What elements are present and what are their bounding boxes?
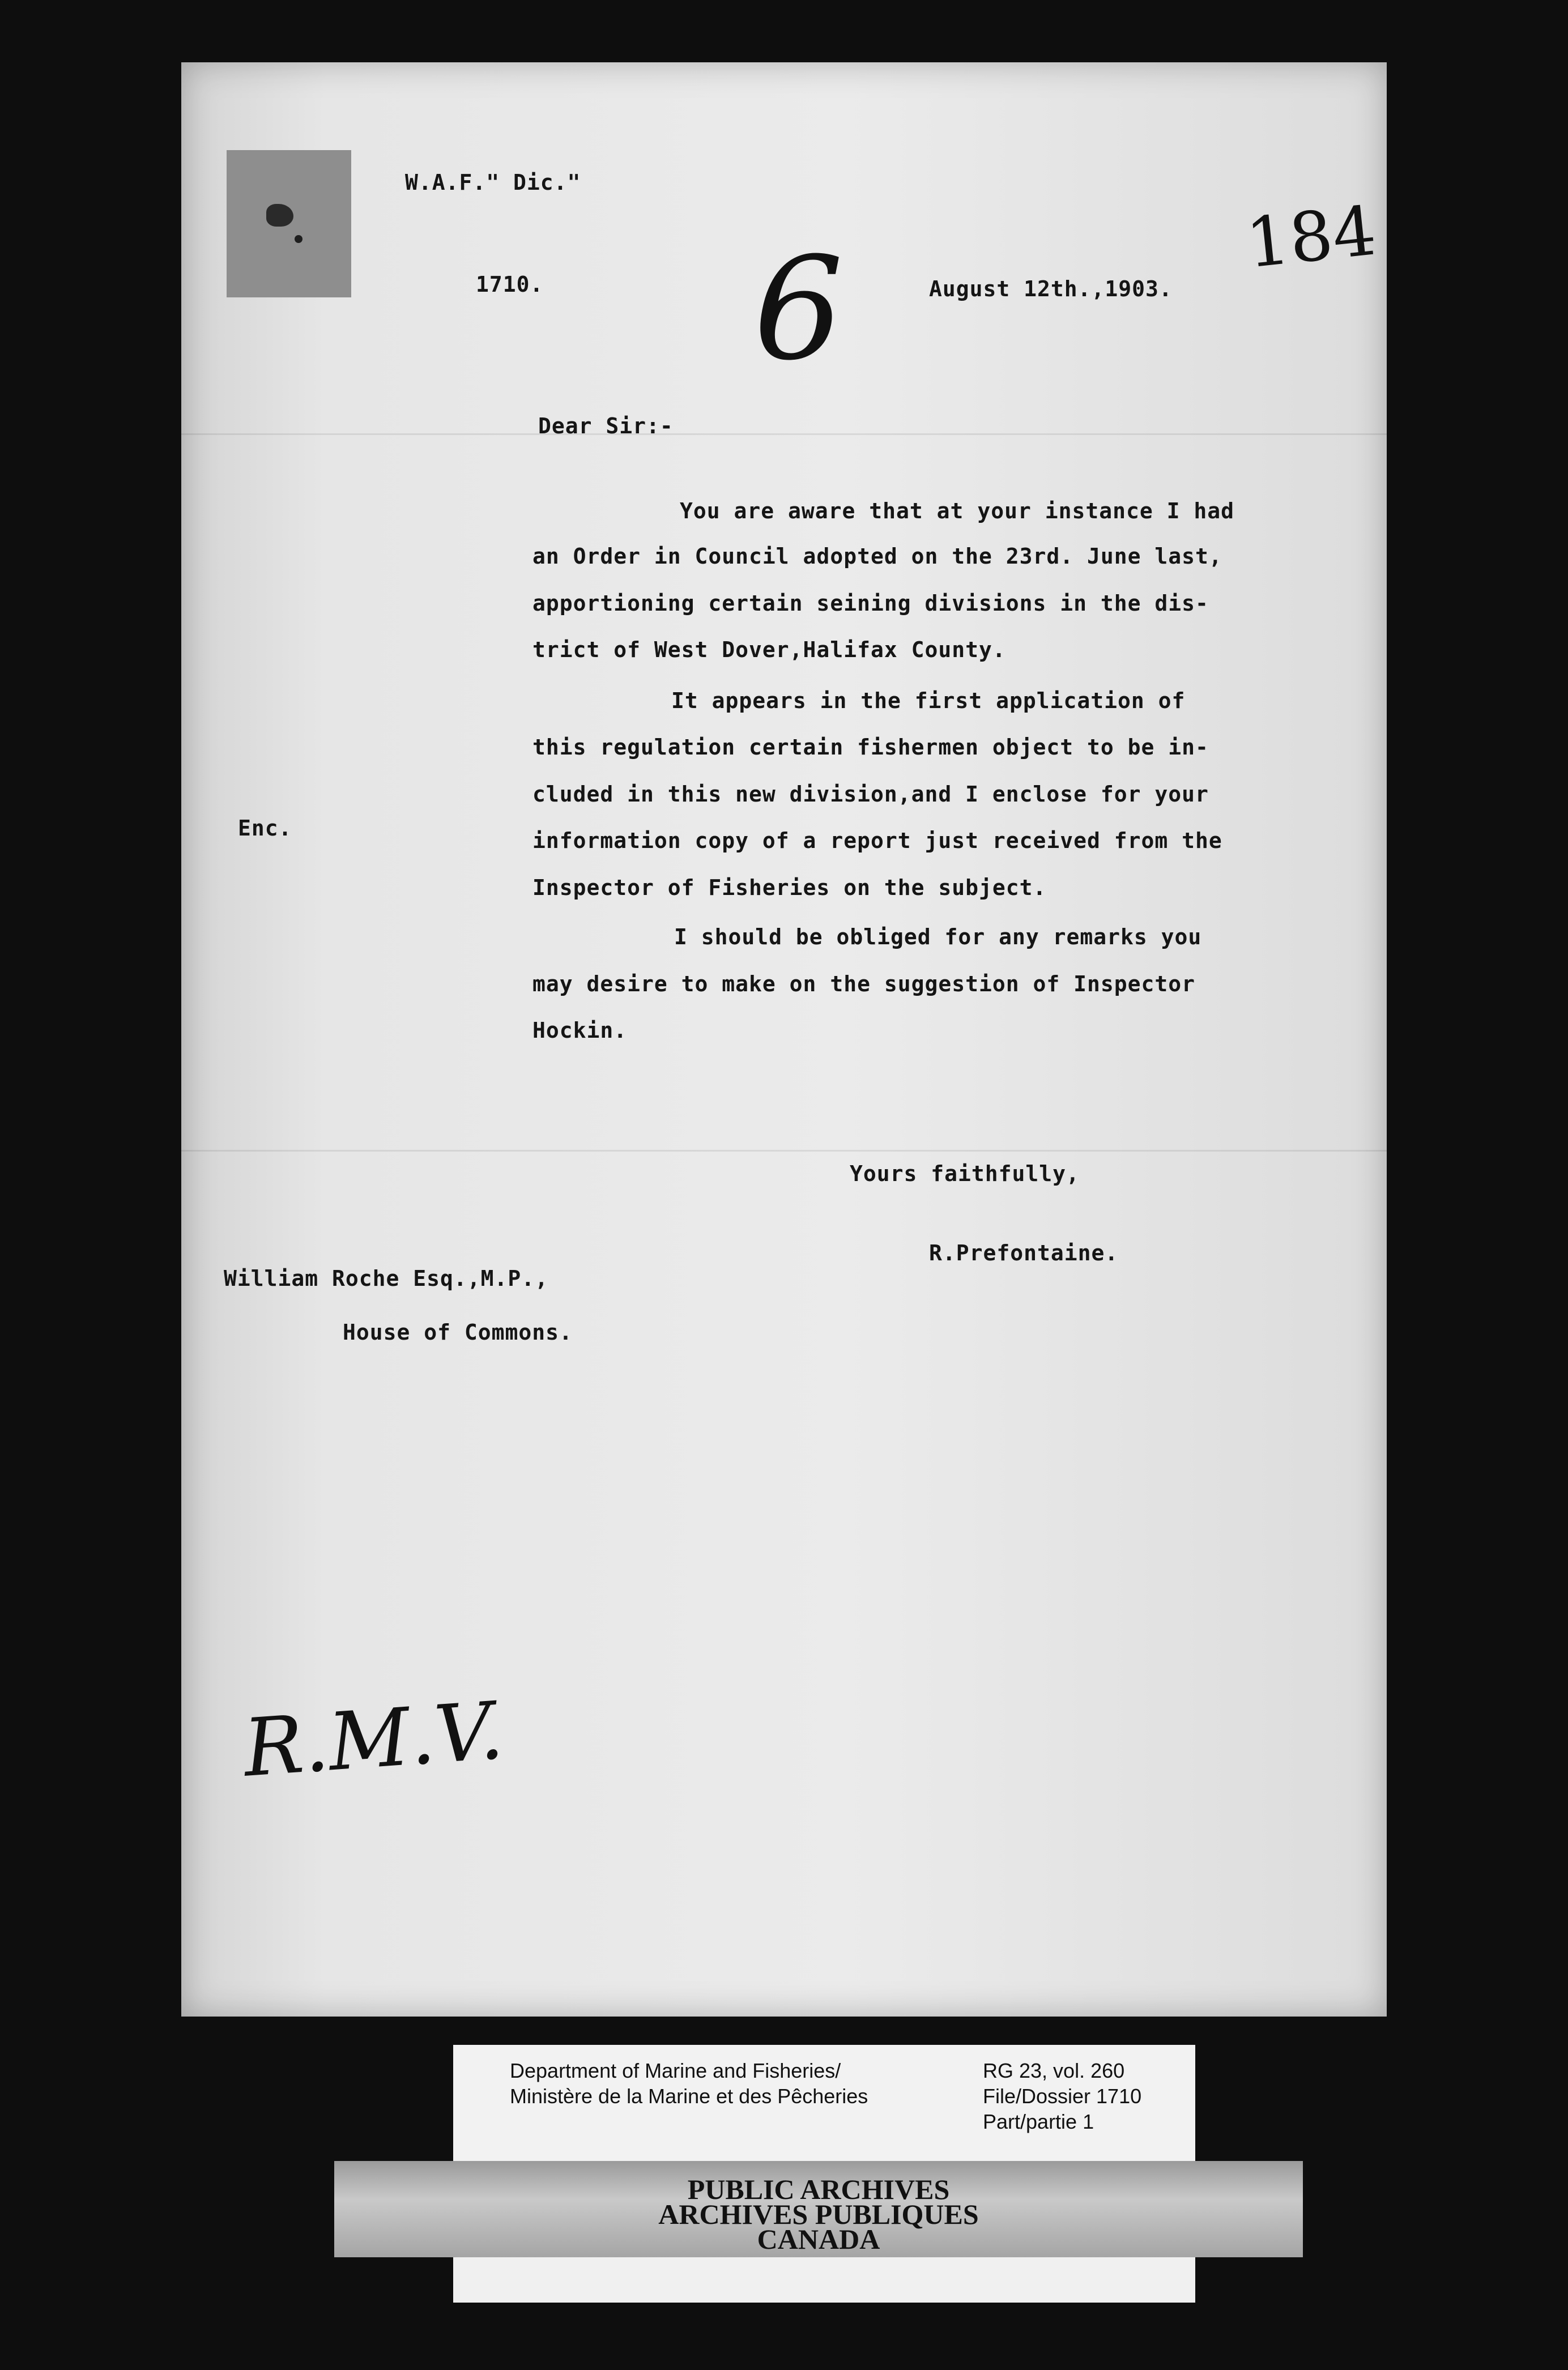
body-line: this regulation certain fishermen object to be in-: [532, 735, 1209, 760]
body-line: trict of West Dover,Halifax County.: [532, 637, 1006, 662]
stamp-box: [227, 150, 351, 297]
band-line: PUBLIC ARCHIVES: [687, 2173, 950, 2205]
enclosure-note: Enc.: [238, 816, 292, 841]
letter-date: August 12th.,1903.: [929, 276, 1173, 301]
body-line: I should be obliged for any remarks you: [674, 924, 1202, 949]
fold-line: [181, 433, 1387, 435]
body-line: apportioning certain seining divisions in the dis-: [532, 591, 1209, 616]
band-line: ARCHIVES PUBLIQUES: [658, 2198, 979, 2230]
salutation: Dear Sir:-: [538, 414, 674, 438]
department-english: Department of Marine and Fisheries/: [510, 2059, 841, 2082]
body-line: may desire to make on the suggestion of Inspector: [532, 971, 1196, 996]
file-number: 1710.: [476, 272, 544, 297]
addressee-name: William Roche Esq.,M.P.,: [224, 1266, 549, 1291]
file-dossier: File/Dossier 1710: [983, 2085, 1142, 2108]
handwritten-number: 6: [753, 227, 844, 391]
band-line: CANADA: [757, 2223, 880, 2255]
archive-band: [334, 2161, 1303, 2257]
archive-label: [453, 2045, 1195, 2167]
reference-line: W.A.F." Dic.": [405, 170, 581, 195]
body-line: You are aware that at your instance I had: [680, 498, 1234, 523]
body-line: Hockin.: [532, 1018, 628, 1043]
body-line: Inspector of Fisheries on the subject.: [532, 875, 1047, 900]
handwritten-initials: R.M.V.: [240, 1685, 507, 1795]
label-tab: [453, 2257, 1195, 2303]
body-line: It appears in the first application of: [671, 688, 1186, 713]
record-group: RG 23, vol. 260: [983, 2059, 1125, 2082]
stamp-mark: [266, 204, 293, 227]
page-number: 184: [1242, 191, 1380, 284]
signatory: R.Prefontaine.: [929, 1241, 1119, 1265]
addressee-place: House of Commons.: [343, 1320, 573, 1345]
part-partie: Part/partie 1: [983, 2110, 1094, 2133]
body-line: an Order in Council adopted on the 23rd. June last,: [532, 544, 1222, 569]
body-line: information copy of a report just received from the: [532, 828, 1222, 853]
closing: Yours faithfully,: [850, 1161, 1080, 1186]
body-line: cluded in this new division,and I enclose for your: [532, 782, 1209, 807]
fold-line: [181, 1150, 1387, 1152]
stamp-mark: [295, 235, 302, 243]
department-french: Ministère de la Marine et des Pêcheries: [510, 2085, 868, 2108]
